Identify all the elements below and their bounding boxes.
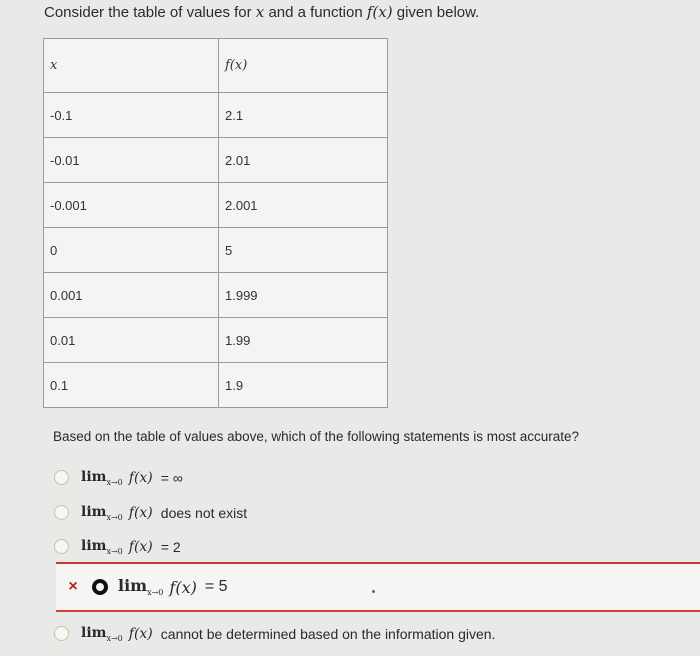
title-function: f(x): [366, 3, 393, 21]
table-row: [44, 273, 388, 318]
title-mid: and a function: [268, 4, 363, 21]
dot-mark: [372, 590, 375, 593]
cell-x: -0.001: [44, 183, 219, 228]
table-row: [44, 183, 388, 228]
cell-x: 0.1: [44, 363, 219, 408]
lim-label: $\lim_{x\to 0}$: [118, 576, 164, 598]
cell-x: 0.001: [44, 273, 219, 318]
cell-x: 0.01: [44, 318, 219, 363]
option-limit-2[interactable]: [54, 538, 181, 556]
function-label: f(x): [169, 577, 197, 597]
radio-button[interactable]: [54, 539, 69, 554]
title-variable: x: [255, 3, 265, 21]
cell-x: 0: [44, 228, 219, 273]
radio-button[interactable]: [54, 505, 69, 520]
function-label: f(x): [128, 504, 153, 521]
lim-label: $\lim_{x\to 0}$: [81, 538, 123, 556]
values-table: [43, 38, 388, 408]
table-header-row: [44, 39, 388, 93]
lim-label: $\lim_{x\to 0}$: [81, 625, 123, 643]
lim-label: $\lim_{x\to 0}$: [81, 469, 123, 487]
cell-fx: 2.1: [219, 93, 388, 138]
radio-button-selected[interactable]: [92, 579, 108, 595]
incorrect-icon: ×: [68, 578, 78, 595]
question-prompt: Based on the table of values above, which of the following statements is most accurate?: [53, 429, 580, 444]
table-row: [44, 228, 388, 273]
cell-fx: 5: [219, 228, 388, 273]
cell-x: -0.01: [44, 138, 219, 183]
table-row: [44, 363, 388, 408]
title-prefix: Consider the table of values for: [44, 4, 252, 21]
lim-label: $\lim_{x\to 0}$: [81, 504, 123, 522]
table-row: [44, 138, 388, 183]
cell-fx: 2.001: [219, 183, 388, 228]
option-text: = ∞: [160, 469, 183, 486]
function-label: f(x): [128, 469, 153, 486]
cell-fx: 2.01: [219, 138, 388, 183]
header-x: x: [44, 39, 219, 93]
option-does-not-exist[interactable]: [54, 504, 247, 522]
option-text: = 2: [160, 538, 181, 555]
option-text: = 5: [204, 578, 228, 595]
question-title: [44, 3, 479, 21]
option-limit-5-selected[interactable]: [56, 562, 700, 612]
radio-button[interactable]: [54, 626, 69, 641]
table-row: [44, 93, 388, 138]
cell-x: -0.1: [44, 93, 219, 138]
cell-fx: 1.999: [219, 273, 388, 318]
cell-fx: 1.99: [219, 318, 388, 363]
table-row: [44, 318, 388, 363]
option-text: does not exist: [160, 504, 248, 521]
option-cannot-be-determined[interactable]: [54, 625, 495, 643]
header-fx: f(x): [219, 39, 388, 93]
cell-fx: 1.9: [219, 363, 388, 408]
option-text: cannot be determined based on the information given.: [160, 625, 496, 642]
radio-button[interactable]: [54, 470, 69, 485]
option-limit-infinity[interactable]: [54, 469, 183, 487]
function-label: f(x): [128, 538, 153, 555]
title-suffix: given below.: [396, 4, 480, 21]
function-label: f(x): [128, 625, 153, 642]
